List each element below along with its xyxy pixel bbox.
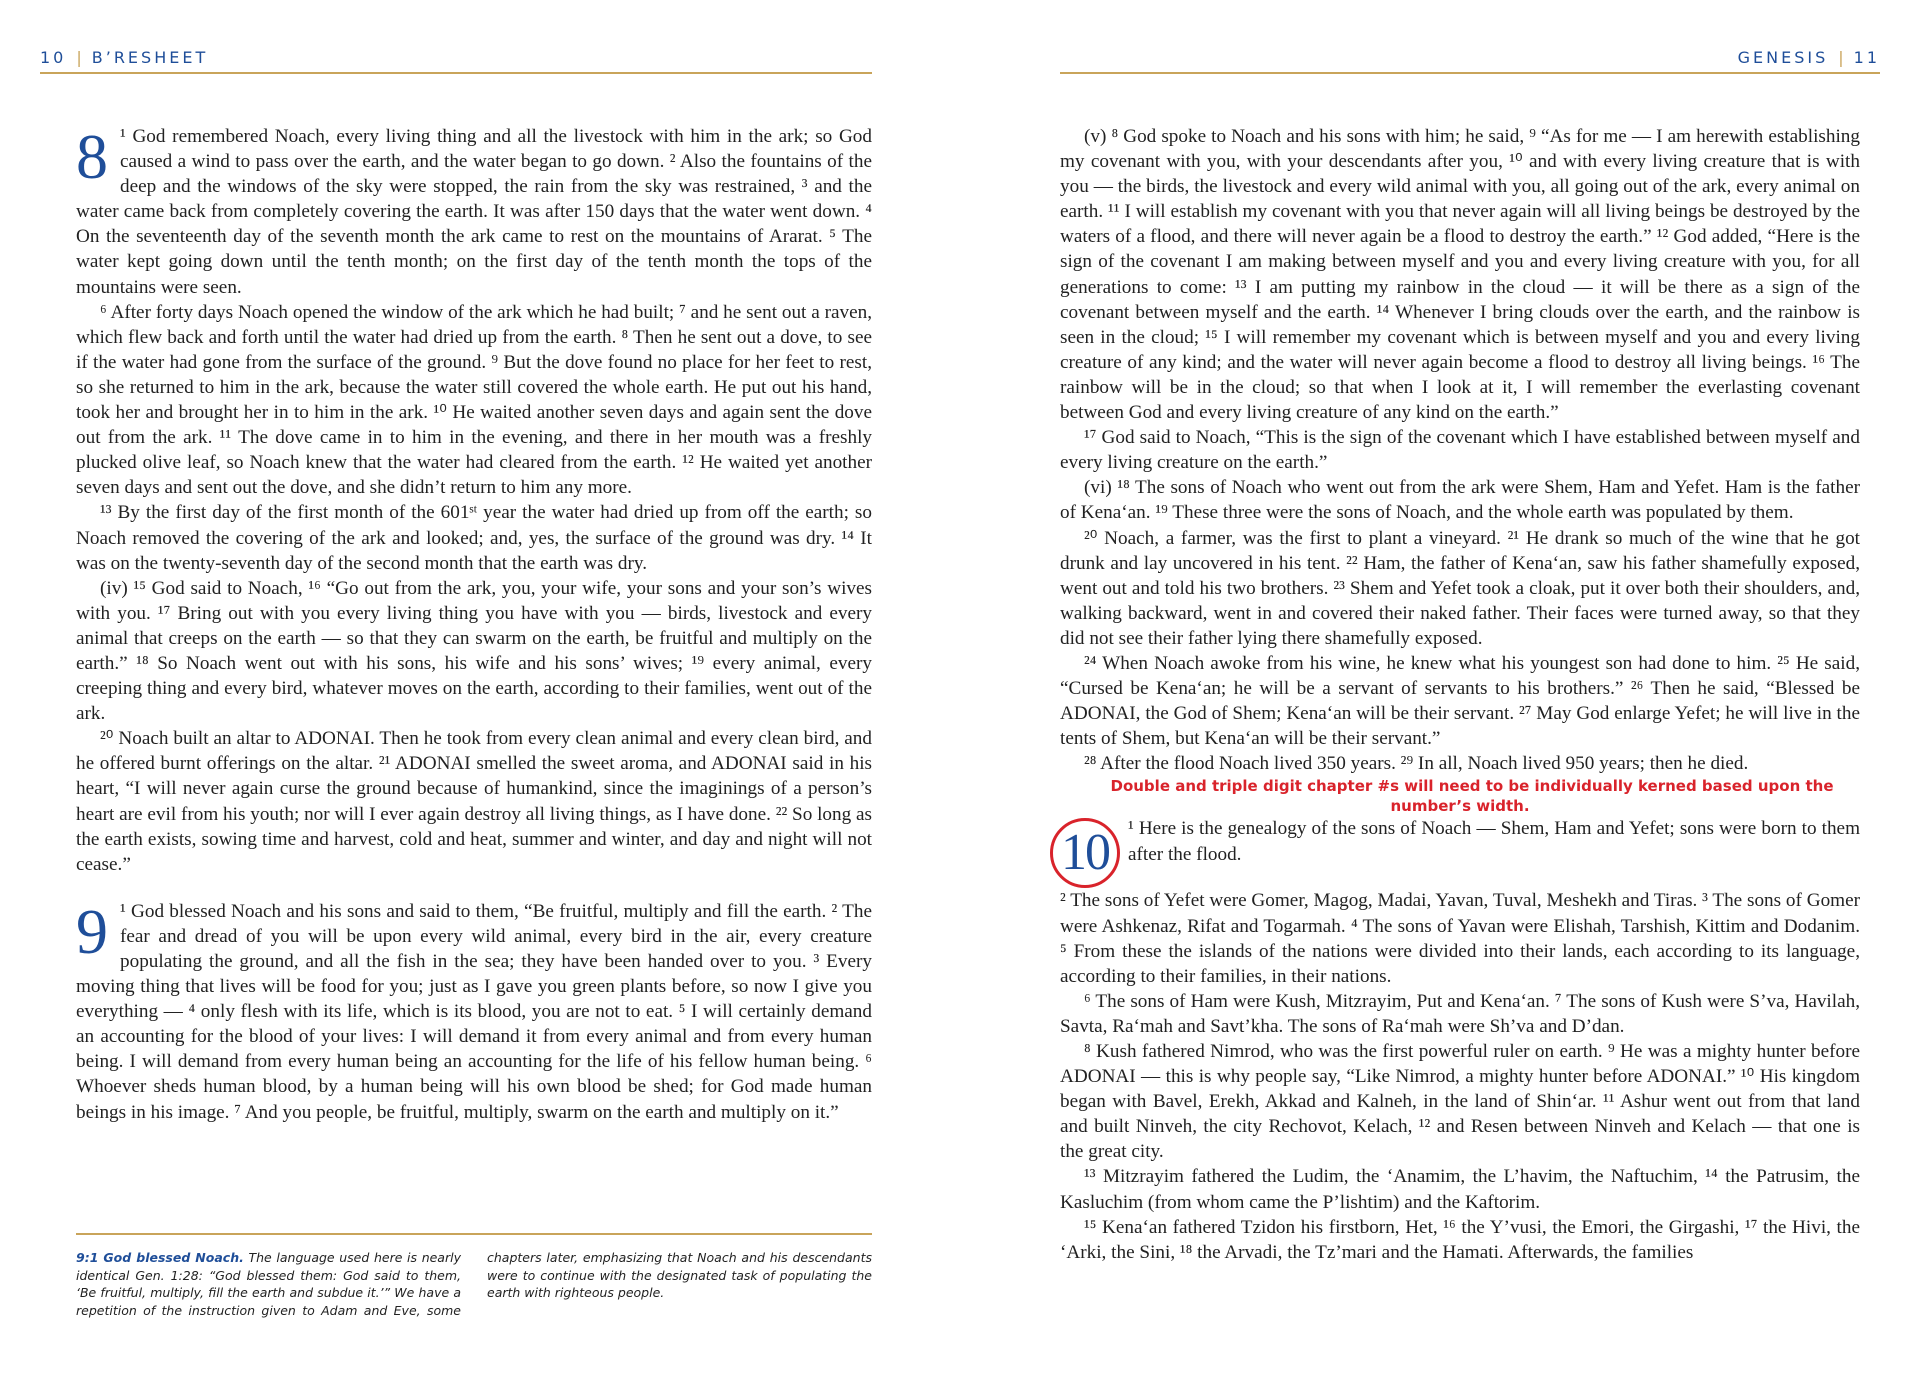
verse-paragraph: ⁶ The sons of Ham were Kush, Mitzrayim, Put and Kena‘an. ⁷ The sons of Kush were S’va, Havilah, Savta, Ra‘mah and Savt’kha. The sons of Ra‘mah were Sh’va and D’dan. <box>1060 990 1860 1037</box>
kerning-annotation: Double and triple digit chapter #s will need to be individually kerned based upon the number’s width. <box>1110 777 1834 816</box>
head-separator: | <box>1838 48 1844 67</box>
verse-paragraph: ¹⁵ Kena‘an fathered Tzidon his firstborn, Het, ¹⁶ the Y’vusi, the Emori, the Girgashi, ¹⁷ the Hivi, the ‘Arki, the Sini, ¹⁸ the Arvadi, the Tz’mari and the Hamati. Afterwards, the families <box>1060 1216 1860 1263</box>
header-rule <box>1060 72 1880 74</box>
footnote-text: The language used here is nearly identical Gen. 1:28: “God blessed them: God said to them, ‘Be fruitful, multiply, fill the earth and subdue it.’” We have a repetition of the instruction given to Adam and Eve, some chapters later, emphasizing that Noach and his descendants were to continue with the designated task of populating the earth with righteous people. <box>76 1250 872 1318</box>
chapter-9 <box>76 895 872 1125</box>
page-number: 11 <box>1853 48 1880 67</box>
book-title: B’RESHEET <box>91 48 209 67</box>
verse-paragraph: ⁶ After forty days Noach opened the window of the ark which he had built; ⁷ and he sent out a raven, which flew back and forth until the water had dried up from the earth. ⁸ Then he sent out a dove, to see if the water had gone from the surface of the ground. ⁹ But the dove found no place for her feet to rest, so she returned to him in the ark, because the water still covered the whole earth. He put out his hand, took her and brought her in to him in the ark. ¹⁰ He waited another seven days and again sent the dove out from the ark. ¹¹ The dove came in to him in the evening, and there in her mouth was a freshly plucked olive leaf, so Noach knew that the water had cleared from the earth. ¹² He waited yet another seven days and sent out the dove, and she didn’t return to him any more. <box>76 301 872 499</box>
running-head-left <box>40 48 208 67</box>
right-page <box>960 0 1920 1393</box>
verse-paragraph: ²⁰ Noach, a farmer, was the first to plant a vineyard. ²¹ He drank so much of the wine that he got drunk and lay uncovered in his tent. ²² Ham, the father of Kena‘an, saw his father shamefully exposed, went out and told his two brothers. ²³ Shem and Yefet took a cloak, put it over both their shoulders, and, walking backward, went in and covered their naked father. Their faces were turned away, so that they did not see their father lying there shamefully exposed. <box>1060 527 1860 649</box>
right-body-text <box>1060 124 1860 1265</box>
verse-paragraph: 8 ¹ God remembered Noach, every living thing and all the livestock with him in the ark; so God caused a wind to pass over the earth, and the water began to go down. ² Also the fountains of the deep and the windows of the sky were stopped, the rain from the sky was restrained, ³ and the water came back from completely covering the earth. It was after 150 days that the water went down. ⁴ On the seventeenth day of the seventh month the ark came to rest on the mountains of Ararat. ⁵ The water kept going down until the tenth month; on the first day of the tenth month the tops of the mountains were seen. <box>76 121 872 298</box>
verse-paragraph: ¹³ Mitzrayim fathered the Ludim, the ‘Anamim, the L’havim, the Naftuchim, ¹⁴ the Patrusim, the Kasluchim (from whom came the P’lishtim) and the Kaftorim. <box>1060 1166 1860 1213</box>
verse-paragraph: ²⁸ After the flood Noach lived 350 years. ²⁹ In all, Noach lived 950 years; then he died. <box>1084 753 1749 775</box>
verse-paragraph: ¹³ By the first day of the first month of the 601ˢᵗ year the water had dried up from off the earth; so Noach removed the covering of the ark and looked; and, yes, the surface of the ground was dry. ¹⁴ It was on the twenty-seventh day of the second month that the earth was dry. <box>76 502 872 574</box>
footnote-rule <box>76 1233 872 1235</box>
verse-paragraph: (vi) ¹⁸ The sons of Noach who went out from the ark were Shem, Ham and Yefet. Ham is the father of Kena‘an. ¹⁹ These three were the sons of Noach, and the whole earth was populated by them. <box>1060 477 1860 524</box>
running-head-right <box>1738 48 1880 67</box>
header-rule <box>40 72 872 74</box>
footnote <box>76 1249 872 1319</box>
chapter-number: 8 <box>76 121 108 192</box>
verse-paragraph: ²⁴ When Noach awoke from his wine, he knew what his youngest son had done to him. ²⁵ He said, “Cursed be Kena‘an; he will be a servant of servants to his brothers.” ²⁶ Then he said, “Blessed be ADONAI, the God of Shem; Kena‘an will be their servant. ²⁷ May God enlarge Yefet; he will live in the tents of Shem, but Kena‘an will be their servant.” <box>1060 652 1860 750</box>
verse-paragraph: 9 ¹ God blessed Noach and his sons and said to them, “Be fruitful, multiply and fill the earth. ² The fear and dread of you will be upon every wild animal, every bird in the air, every creature populating the ground, and all the fish in the sea; they have been handed over to you. ³ Every moving thing that lives will be food for you; just as I gave you green plants before, so now I give you everything — ⁴ only flesh with its life, which is its blood, you are not to eat. ⁵ I will certainly demand an accounting for the blood of your lives: I will demand it from every animal and from every human being. I will demand from every human being an accounting for the life of his fellow human being. ⁶ Whoever sheds human blood, by a human being will his own blood be shed; for God made human beings in his image. ⁷ And you people, be fruitful, multiply, swarm on the earth and multiply on it.” <box>76 895 872 1123</box>
verse-paragraph: (v) ⁸ God spoke to Noach and his sons with him; he said, ⁹ “As for me — I am herewith establishing my covenant with you, with your descendants after you, ¹⁰ and with every living creature that is with you — the birds, the livestock and every wild animal with you, all going out of the ark, every animal on earth. ¹¹ I will establish my covenant with you that never again will all living beings be destroyed by the waters of a flood, and there will never again be a flood to destroy the earth.” ¹² God added, “Here is the sign of the covenant I am making between myself and you and every living creature with you, for all generations to come: ¹³ I am putting my rainbow in the cloud — it will be there as a sign of the covenant between myself and the earth. ¹⁴ Whenever I bring clouds over the earth, and the rainbow is seen in the cloud; ¹⁵ I will remember my covenant which is between myself and you and every living creature of any kind; and the water will never again become a flood to destroy all living beings. ¹⁶ The rainbow will be in the cloud; so that when I look at it, I will remember the everlasting covenant between God and every living creature of any kind on the earth.” <box>1060 126 1860 424</box>
verse-paragraph: ² The sons of Yefet were Gomer, Magog, Madai, Yavan, Tuval, Meshekh and Tiras. ³ The sons of Gomer were Ashkenaz, Rifat and Togarmah. ⁴ The sons of Yavan were Elishah, Tarshish, Kittim and Dodanim. ⁵ From these the islands of the nations were divided into their lands, each according to its language, according to their families, in their nations. <box>1060 890 1860 987</box>
verse-paragraph: ²⁰ Noach built an altar to ADONAI. Then he took from every clean animal and every clean bird, and he offered burnt offerings on the altar. ²¹ ADONAI smelled the sweet aroma, and ADONAI said in his heart, “I will never again curse the ground because of humankind, since the imaginings of a person’s heart are evil from his youth; nor will I ever again destroy all living things, as I have done. ²² So long as the earth exists, sowing time and harvest, cold and heat, summer and winter, and day and night will not cease.” <box>76 728 872 875</box>
chapter-number-circled: 10 <box>1050 818 1120 888</box>
verse-paragraph: ⁸ Kush fathered Nimrod, who was the first powerful ruler on earth. ⁹ He was a mighty hunter before ADONAI — this is why people say, “Like Nimrod, a mighty hunter before ADONAI.” ¹⁰ His kingdom began with Bavel, Erekh, Akkad and Kalneh, in the land of Shin‘ar. ¹¹ Ashur went out from that land and built Ninveh, the city Rechovot, Kelach, ¹² and Resen between Ninveh and Kelach — that one is the great city. <box>1060 1041 1860 1163</box>
verse-paragraph: 10 ¹ Here is the genealogy of the sons of Noach — Shem, Ham and Yefet; sons were born to them after the flood. <box>1060 816 1860 866</box>
verse-paragraph: (iv) ¹⁵ God said to Noach, ¹⁶ “Go out from the ark, you, your wife, your sons and your son’s wives with you. ¹⁷ Bring out with you every living thing you have with you — birds, livestock and every animal that creeps on the earth — so that they can swarm on the earth, be fruitful and multiply on the earth.” ¹⁸ So Noach went out with his sons, his wife and his sons’ wives; ¹⁹ every animal, every creeping thing and every bird, whatever moves on the earth, according to their families, went out of the ark. <box>76 577 872 725</box>
chapter-8 <box>76 121 872 877</box>
verse-paragraph: ¹⁷ God said to Noach, “This is the sign of the covenant which I have established between myself and every living creature on the earth.” <box>1060 427 1860 474</box>
chapter-number: 9 <box>76 895 108 967</box>
page-number: 10 <box>40 48 67 67</box>
chapter-10 <box>1060 816 1860 1264</box>
footnote-reference: 9:1 God blessed Noach. <box>76 1250 244 1265</box>
head-separator: | <box>76 48 82 67</box>
book-title: GENESIS <box>1737 48 1829 67</box>
left-body-text <box>76 121 872 1147</box>
